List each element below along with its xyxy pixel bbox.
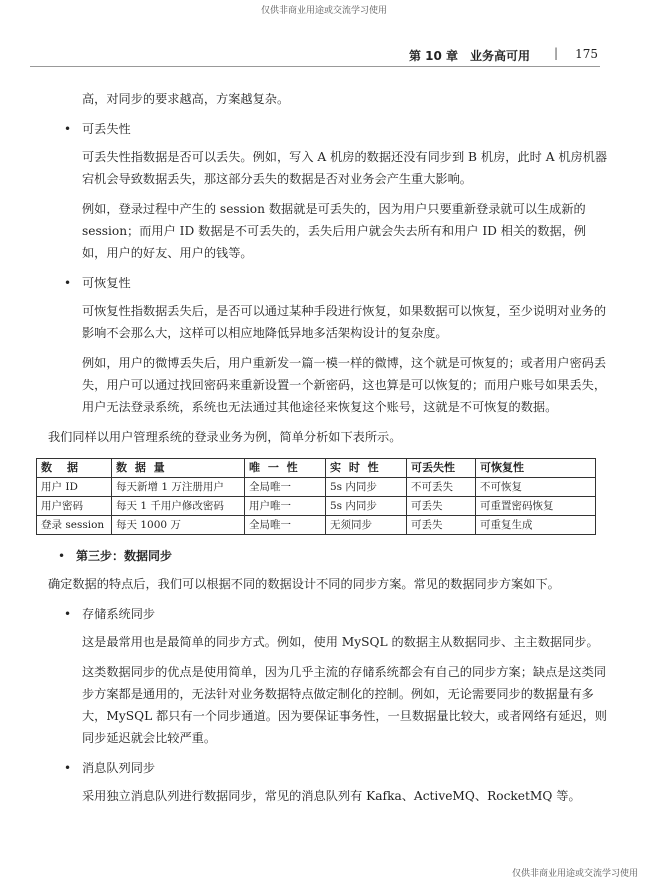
table-intro: 我们同样以用户管理系统的登录业务为例，简单分析如下表所示。: [48, 430, 402, 444]
paragraph: 可恢复性指数据丢失后，是否可以通过某种手段进行恢复，如果数据可以恢复，至少说明对业务的影响不会那么大，这样可以相应地降低异地多活架构设计的复杂度。: [82, 304, 607, 340]
paragraph: 这类数据同步的优点是使用简单，因为几乎主流的存储系统都会有自己的同步方案；缺点是这类同步方案都是通用的，无法针对业务数据特点做定制化的控制。例如，无论需要同步的数据量有多大，MySQL 都只有一个同步通道。因为要保证事务性，一旦数据量比较大，或者网络有延迟，则同步延迟就会比较严重。: [82, 665, 607, 745]
table-cell: 用户 ID: [37, 478, 112, 497]
bullet-icon: •: [64, 607, 72, 621]
table-cell: 每天 1 千用户修改密码: [112, 497, 245, 516]
bullet-icon: •: [64, 122, 72, 136]
column-header: 可恢复性: [476, 459, 596, 478]
chapter-title: 第 10 章 业务高可用: [408, 49, 530, 63]
table-cell: 5s 内同步: [326, 478, 407, 497]
bullet-title: 消息队列同步: [82, 761, 156, 775]
column-header: 唯 一 性: [245, 459, 326, 478]
continued-paragraph: 高，对同步的要求越高，方案越复杂。: [82, 92, 290, 106]
table-cell: 全局唯一: [245, 516, 326, 535]
bullet-storage-sync: [36, 603, 610, 625]
paragraph: 确定数据的特点后，我们可以根据不同的数据设计不同的同步方案。常见的数据同步方案如下。: [48, 577, 560, 591]
column-header: 数 据 量: [112, 459, 245, 478]
table-cell: 每天新增 1 万注册用户: [112, 478, 245, 497]
page-header: [30, 46, 600, 67]
paragraph: 这是最常用也是最简单的同步方式。例如，使用 MySQL 的数据主从数据同步、主主数据同步。: [82, 635, 599, 649]
watermark-top: 仅供非商业用途或交流学习使用: [260, 6, 387, 16]
page-body: [36, 88, 610, 807]
bullet-title: 可丢失性: [82, 122, 131, 136]
table-row: [37, 478, 596, 497]
table-header-row: [37, 459, 596, 478]
table-cell: 无须同步: [326, 516, 407, 535]
table-cell: 每天 1000 万: [112, 516, 245, 535]
table-row: [37, 497, 596, 516]
page-number: 175: [575, 47, 598, 61]
table-cell: 可重置密码恢复: [476, 497, 596, 516]
paragraph: 例如，用户的微博丢失后，用户重新发一篇一模一样的微博，这个就是可恢复的；或者用户密码丢失，用户可以通过找回密码来重新设置一个新密码，这也算是可以恢复的；而用户账号如果丢失，用户无法登录系统，系统也无法通过其他途径来恢复这个账号，这就是不可恢复的数据。: [82, 356, 607, 414]
table-cell: 5s 内同步: [326, 497, 407, 516]
bullet-title: 存储系统同步: [82, 607, 156, 621]
bullet-mq-sync: [36, 757, 610, 779]
table-row: [37, 516, 596, 535]
data-table: [36, 458, 596, 535]
column-header: 数 据: [37, 459, 112, 478]
header-separator: |: [553, 46, 558, 60]
bullet-icon: •: [58, 549, 66, 563]
step-title: 第三步：数据同步: [76, 549, 173, 563]
bullet-icon: •: [64, 761, 72, 775]
table-cell: 全局唯一: [245, 478, 326, 497]
table-cell: 可重复生成: [476, 516, 596, 535]
table-cell: 可丢失: [407, 497, 476, 516]
table-cell: 用户唯一: [245, 497, 326, 516]
paragraph: 采用独立消息队列进行数据同步，常见的消息队列有 Kafka、ActiveMQ、RocketMQ 等。: [82, 789, 581, 803]
paragraph: 例如，登录过程中产生的 session 数据就是可丢失的，因为用户只要重新登录就可以生成新的 session；而用户 ID 数据是不可丢失的，丢失后用户就会失去所有和用户 ID 相关的数据，例如，用户的好友、用户的钱等。: [82, 202, 587, 260]
paragraph: 可丢失性指数据是否可以丢失。例如，写入 A 机房的数据还没有同步到 B 机房，此时 A 机房机器宕机会导致数据丢失，那这部分丢失的数据是否对业务会产生重大影响。: [82, 150, 608, 186]
table-cell: 可丢失: [407, 516, 476, 535]
table-cell: 不可恢复: [476, 478, 596, 497]
bullet-lossability: [36, 118, 610, 140]
bullet-icon: •: [64, 276, 72, 290]
table-cell: 登录 session: [37, 516, 112, 535]
column-header: 可丢失性: [407, 459, 476, 478]
table-cell: 用户密码: [37, 497, 112, 516]
step-heading: [36, 545, 610, 567]
table-cell: 不可丢失: [407, 478, 476, 497]
watermark-bottom: 仅供非商业用途或交流学习使用: [511, 869, 638, 879]
bullet-title: 可恢复性: [82, 276, 131, 290]
column-header: 实 时 性: [326, 459, 407, 478]
bullet-recoverability: [36, 272, 610, 294]
